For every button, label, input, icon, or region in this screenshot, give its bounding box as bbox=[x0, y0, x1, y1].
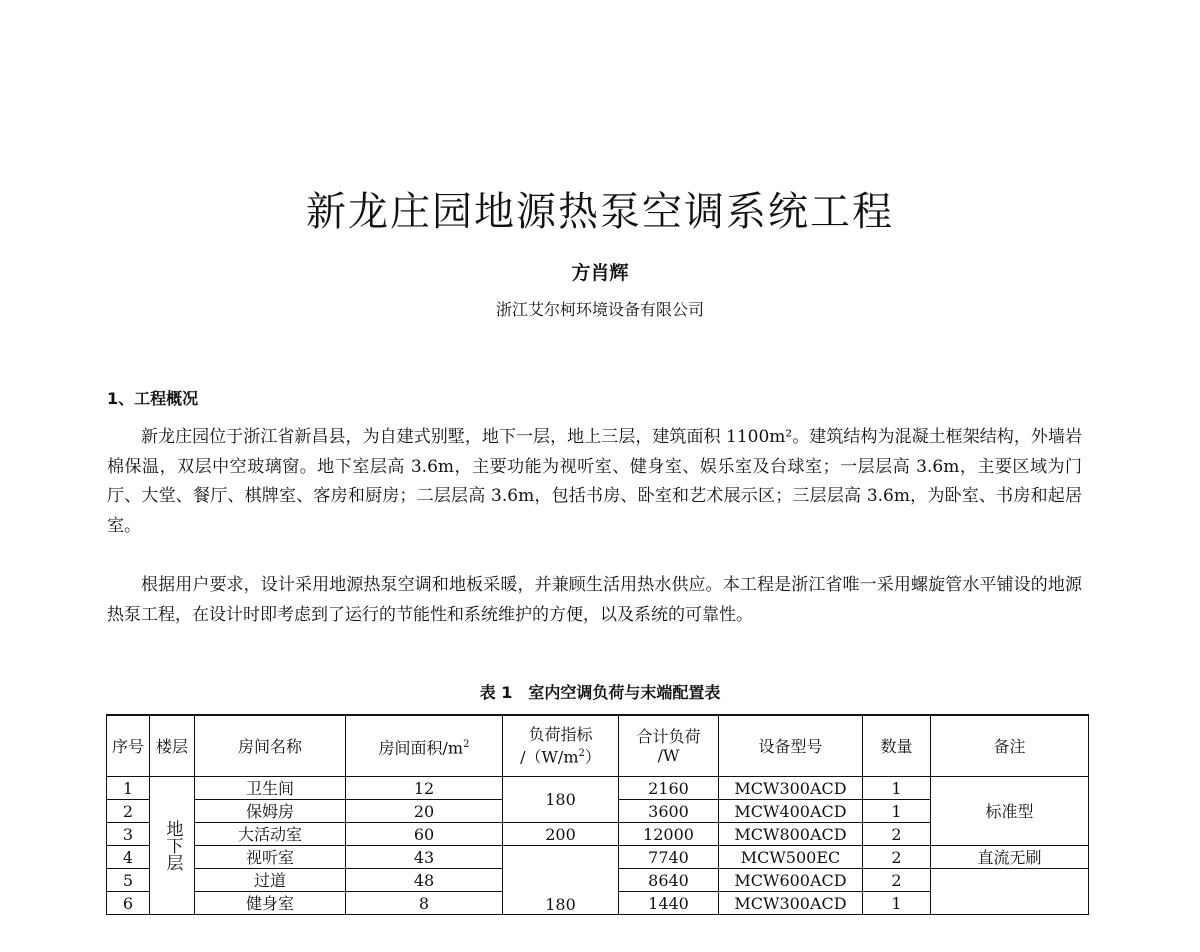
cell-no: 5 bbox=[107, 869, 150, 892]
cell-qty: 1 bbox=[863, 892, 931, 915]
cell-area: 48 bbox=[346, 869, 503, 892]
cell-model: MCW600ACD bbox=[719, 869, 863, 892]
header-area bbox=[346, 715, 503, 777]
table-row bbox=[107, 846, 1089, 869]
cell-note: 直流无刷 bbox=[931, 846, 1089, 869]
cell-load: 12000 bbox=[619, 823, 719, 846]
header-qty: 数量 bbox=[863, 715, 931, 777]
cell-qty: 1 bbox=[863, 777, 931, 800]
cell-floor: 地下层 bbox=[150, 777, 195, 915]
cell-model: MCW300ACD bbox=[719, 777, 863, 800]
cell-room: 卫生间 bbox=[195, 777, 346, 800]
section-heading: 1、工程概况 bbox=[107, 389, 199, 408]
document-title: 新龙庄园地源热泵空调系统工程 bbox=[306, 189, 894, 235]
cell-no: 2 bbox=[107, 800, 150, 823]
cell-area: 8 bbox=[346, 892, 503, 915]
header-room: 房间名称 bbox=[195, 715, 346, 777]
cell-qty: 2 bbox=[863, 869, 931, 892]
cell-no: 6 bbox=[107, 892, 150, 915]
header-index-line1: 负荷指标 bbox=[528, 725, 593, 745]
header-area-text: 房间面积/m bbox=[378, 738, 464, 758]
header-note: 备注 bbox=[931, 715, 1089, 777]
header-index-sup: 2 bbox=[578, 748, 585, 760]
header-index-line2: /（W/m bbox=[520, 747, 579, 767]
cell-note: 标准型 bbox=[931, 777, 1089, 846]
header-load-line2: /W bbox=[657, 746, 680, 765]
cell-load: 1440 bbox=[619, 892, 719, 915]
cell-no: 3 bbox=[107, 823, 150, 846]
cell-area: 20 bbox=[346, 800, 503, 823]
cell-model: MCW400ACD bbox=[719, 800, 863, 823]
cell-area: 60 bbox=[346, 823, 503, 846]
header-area-sup: 2 bbox=[463, 738, 470, 750]
cell-area: 12 bbox=[346, 777, 503, 800]
cell-index: 180 bbox=[503, 777, 619, 823]
header-no: 序号 bbox=[107, 715, 150, 777]
header-index bbox=[503, 715, 619, 777]
table-header-row bbox=[107, 715, 1089, 777]
cell-index: 200 bbox=[503, 823, 619, 846]
cell-room: 保姆房 bbox=[195, 800, 346, 823]
cell-load: 7740 bbox=[619, 846, 719, 869]
header-model: 设备型号 bbox=[719, 715, 863, 777]
author-name: 方肖辉 bbox=[571, 262, 629, 284]
header-load bbox=[619, 715, 719, 777]
load-table bbox=[106, 714, 1089, 915]
cell-load: 2160 bbox=[619, 777, 719, 800]
header-load-line1: 合计负荷 bbox=[636, 727, 701, 746]
paragraph-overview: 新龙庄园位于浙江省新昌县，为自建式别墅，地下一层，地上三层，建筑面积 1100m²。建筑结构为混凝土框架结构，外墙岩棉保温，双层中空玻璃窗。地下室层高 3.6m，主要功能为视听室、健身室、娱乐室及台球室；一层层高 3.6m，主要区域为门厅、大堂、餐厅、棋牌室、客房和厨房；二层层高 3.6m，包括书房、卧室和艺术展示区；三层层高 3.6m，为卧室、书房和起居室。 bbox=[107, 427, 1082, 536]
cell-room: 健身室 bbox=[195, 892, 346, 915]
table-row bbox=[107, 777, 1089, 800]
cell-load: 3600 bbox=[619, 800, 719, 823]
header-floor: 楼层 bbox=[150, 715, 195, 777]
paragraph-design: 根据用户要求，设计采用地源热泵空调和地板采暖，并兼顾生活用热水供应。本工程是浙江省唯一采用螺旋管水平铺设的地源热泵工程，在设计时即考虑到了运行的节能性和系统维护的方便，以及系统的可靠性。 bbox=[107, 575, 1082, 625]
cell-no: 1 bbox=[107, 777, 150, 800]
cell-model: MCW500EC bbox=[719, 846, 863, 869]
cell-note bbox=[931, 869, 1089, 915]
cell-qty: 1 bbox=[863, 800, 931, 823]
cell-index: 180 bbox=[503, 846, 619, 915]
cell-model: MCW300ACD bbox=[719, 892, 863, 915]
cell-load: 8640 bbox=[619, 869, 719, 892]
header-index-close: ） bbox=[584, 747, 601, 767]
cell-no: 4 bbox=[107, 846, 150, 869]
table-caption: 表 1 室内空调负荷与末端配置表 bbox=[479, 683, 721, 702]
cell-qty: 2 bbox=[863, 846, 931, 869]
cell-model: MCW800ACD bbox=[719, 823, 863, 846]
cell-qty: 2 bbox=[863, 823, 931, 846]
cell-room: 视听室 bbox=[195, 846, 346, 869]
cell-room: 过道 bbox=[195, 869, 346, 892]
cell-area: 43 bbox=[346, 846, 503, 869]
cell-room: 大活动室 bbox=[195, 823, 346, 846]
author-affiliation: 浙江艾尔柯环境设备有限公司 bbox=[495, 300, 704, 319]
